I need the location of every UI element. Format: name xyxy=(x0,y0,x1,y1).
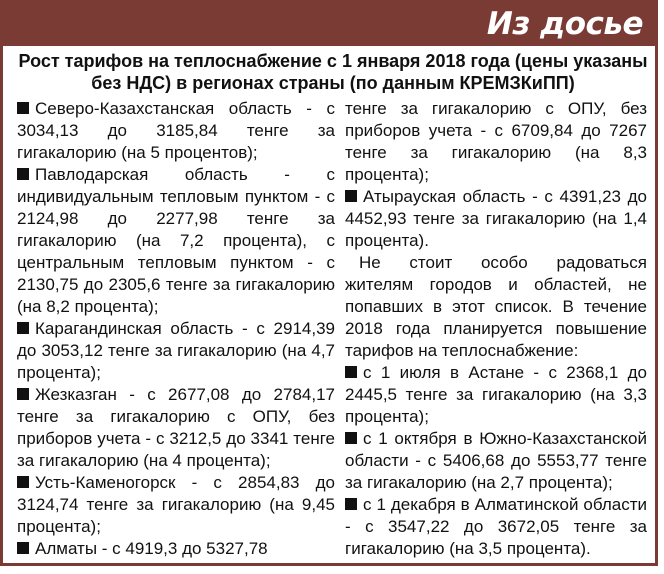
left-column xyxy=(17,98,335,560)
list-item: с 1 декабря в Алматинской области - с 3547,22 до 3672,05 тенге за гигакалорию (на 3,5 процента). xyxy=(345,495,647,558)
square-bullet-icon xyxy=(345,498,357,510)
list-item: с 1 октября в Южно-Казахстанской области - с 5406,68 до 5553,77 тенге за гигакалорию (на 2,7 процента); xyxy=(345,429,647,492)
list-item: Усть-Каменогорск - с 2854,83 до 3124,74 тенге за гигакалорию (на 9,45 процента); xyxy=(17,473,335,536)
section-title: Из досье xyxy=(486,6,643,42)
list-item: Карагандинская область - с 2914,39 до 3053,12 тенге за гигакалорию (на 4,7 процента); xyxy=(17,319,335,382)
continuation-text: тенге за гигакалорию с ОПУ, без приборов учета - с 6709,84 до 7267 тенге за гигакалорию (на 8,3 процента); xyxy=(345,99,647,184)
square-bullet-icon xyxy=(17,542,29,554)
right-column xyxy=(345,98,647,560)
list-item: с 1 июля в Астане - с 2368,1 до 2445,5 тенге за гигакалорию (на 3,3 процента); xyxy=(345,363,647,426)
square-bullet-icon xyxy=(17,322,29,334)
header-bar xyxy=(3,3,655,46)
square-bullet-icon xyxy=(17,168,29,180)
list-item: Северо-Казахстанская область - с 3034,13 до 3185,84 тенге за гигакалорию (на 5 процентов); xyxy=(17,99,335,162)
list-item: Жезказган - с 2677,08 до 2784,17 тенге за гигакалорию с ОПУ, без приборов учета - с 3212,5 до 3341 тенге за гигакалорию (на 4 процента); xyxy=(17,385,335,470)
body-paragraph: Не стоит особо радоваться жителям городов и областей, не попавших в этот список. В течение 2018 года планируется повышение тарифов на теплоснабжение: xyxy=(345,253,647,360)
list-item: Павлодарская область - с индивидуальным тепловым пунктом - с 2124,98 до 2277,98 тенге за гигакалорию (на 7,2 процента), с центральным тепловым пунктом - с 2130,75 до 2305,6 тенге за гигакалорию (на 8,2 процента); xyxy=(17,165,335,316)
list-item: Атырауская область - с 4391,23 до 4452,93 тенге за гигакалорию (на 1,4 процента). xyxy=(345,187,647,250)
square-bullet-icon xyxy=(345,366,357,378)
square-bullet-icon xyxy=(17,476,29,488)
square-bullet-icon xyxy=(17,388,29,400)
square-bullet-icon xyxy=(345,190,357,202)
square-bullet-icon xyxy=(17,102,29,114)
headline: Рост тарифов на теплоснабжение с 1 января 2018 года (цены указаны без НДС) в регионах страны (по данным КРЕМЗКиПП) xyxy=(18,51,648,93)
list-item: Алматы - с 4919,3 до 5327,78 xyxy=(17,538,335,560)
square-bullet-icon xyxy=(345,432,357,444)
